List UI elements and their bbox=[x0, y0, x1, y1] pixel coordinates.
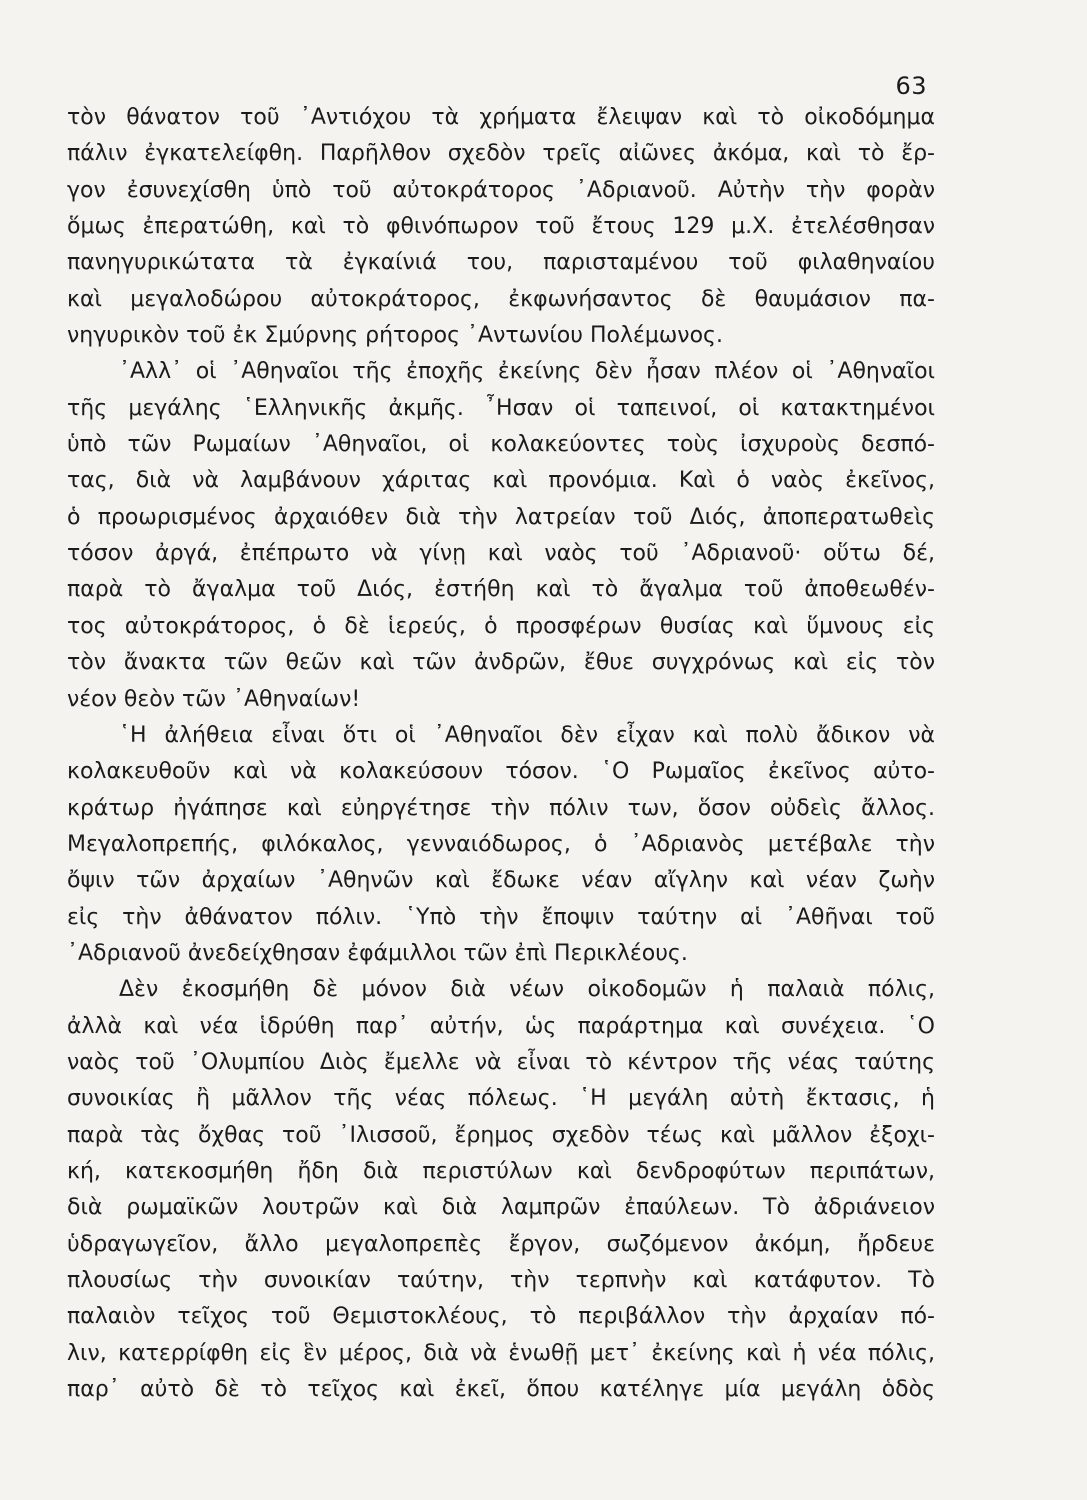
text-line: τῆς μεγάλης ῾Ελληνικῆς ἀκμῆς. ῏Ησαν οἱ ταπεινοί, οἱ κατακτημένοι bbox=[67, 395, 935, 421]
text-line: ὑπὸ τῶν Ρωμαίων ᾿Αθηναῖοι, οἱ κολακεύοντες τοὺς ἰσχυροὺς δεσπό- bbox=[67, 432, 935, 458]
text-line: συνοικίας ἢ μᾶλλον τῆς νέας πόλεως. ῾Η μεγάλη αὐτὴ ἔκτασις, ἡ bbox=[67, 1086, 935, 1112]
text-line: κολακευθοῦν καὶ νὰ κολακεύσουν τόσον. ῾Ο Ρωμαῖος ἐκεῖνος αὐτο- bbox=[67, 759, 935, 785]
text-line: νηγυρικὸν τοῦ ἐκ Σμύρνης ρήτορος ᾿Αντωνίου Πολέμωνος. bbox=[67, 323, 723, 349]
text-line: κράτωρ ἠγάπησε καὶ εὐηργέτησε τὴν πόλιν των, ὅσον οὐδεὶς ἄλλος. bbox=[67, 795, 935, 821]
text-line: πάλιν ἐγκατελείφθη. Παρῆλθον σχεδὸν τρεῖς αἰῶνες ἀκόμα, καὶ τὸ ἔρ- bbox=[67, 141, 935, 167]
text-line: πλουσίως τὴν συνοικίαν ταύτην, τὴν τερπνὴν καὶ κατάφυτον. Τὸ bbox=[67, 1268, 935, 1293]
text-line: παρὰ τὸ ἄγαλμα τοῦ Διός, ἐστήθη καὶ τὸ ἄγαλμα τοῦ ἀποθεωθέν- bbox=[67, 577, 935, 603]
body-text bbox=[67, 100, 935, 1408]
text-line: παρὰ τὰς ὄχθας τοῦ ᾿Ιλισσοῦ, ἔρημος σχεδὸν τέως καὶ μᾶλλον ἐξοχι- bbox=[67, 1122, 935, 1148]
text-line: διὰ ρωμαϊκῶν λουτρῶν καὶ διὰ λαμπρῶν ἐπαύλεων. Τὸ ἀδριάνειον bbox=[67, 1195, 935, 1221]
text-line: ἀλλὰ καὶ νέα ἱδρύθη παρ᾿ αὐτήν, ὡς παράρτημα καὶ συνέχεια. ῾Ο bbox=[67, 1013, 935, 1039]
text-line: τὸν ἄνακτα τῶν θεῶν καὶ τῶν ἀνδρῶν, ἔθυε συγχρόνως καὶ εἰς τὸν bbox=[67, 650, 935, 676]
text-line: γον ἐσυνεχίσθη ὑπὸ τοῦ αὐτοκράτορος ᾿Αδριανοῦ. Αὐτὴν τὴν φορὰν bbox=[67, 177, 935, 203]
text-line: ὁ προωρισμένος ἀρχαιόθεν διὰ τὴν λατρείαν τοῦ Διός, ἀποπερατωθεὶς bbox=[67, 504, 935, 530]
paragraph-start: Δὲν ἐκοσμήθη δὲ μόνον διὰ νέων οἰκοδομῶν ἡ παλαιὰ πόλις, bbox=[119, 977, 935, 1003]
text-line: καὶ μεγαλοδώρου αὐτοκράτορος, ἐκφωνήσαντος δὲ θαυμάσιον πα- bbox=[67, 286, 935, 312]
text-line: ᾿Αδριανοῦ ἀνεδείχθησαν ἐφάμιλλοι τῶν ἐπὶ Περικλέους. bbox=[67, 940, 688, 966]
text-line: εἰς τὴν ἀθάνατον πόλιν. ῾Υπὸ τὴν ἔποψιν ταύτην αἱ ᾿Αθῆναι τοῦ bbox=[67, 904, 935, 930]
text-line: ὅμως ἐπερατώθη, καὶ τὸ φθινόπωρον τοῦ ἔτους 129 μ.Χ. ἐτελέσθησαν bbox=[67, 214, 935, 240]
text-line: νέον θεὸν τῶν ᾿Αθηναίων! bbox=[67, 686, 361, 712]
text-line: ναὸς τοῦ ᾿Ολυμπίου Διὸς ἔμελλε νὰ εἶναι τὸ κέντρον τῆς νέας ταύτης bbox=[67, 1049, 935, 1075]
page-number: 63 bbox=[895, 72, 927, 100]
text-line: τόσον ἀργά, ἐπέπρωτο νὰ γίνῃ καὶ ναὸς τοῦ ᾿Αδριανοῦ· οὕτω δέ, bbox=[67, 541, 935, 567]
paragraph-start: ῾Η ἀλήθεια εἶναι ὅτι οἱ ᾿Αθηναῖοι δὲν εἶχαν καὶ πολὺ ἄδικον νὰ bbox=[119, 722, 935, 748]
text-line: τος αὐτοκράτορος, ὁ δὲ ἱερεύς, ὁ προσφέρων θυσίας καὶ ὕμνους εἰς bbox=[67, 613, 935, 639]
text-line: λιν, κατερρίφθη εἰς ἓν μέρος, διὰ νὰ ἑνωθῇ μετ᾿ ἐκείνης καὶ ἡ νέα πόλις, bbox=[67, 1340, 935, 1366]
text-line: κή, κατεκοσμήθη ἤδη διὰ περιστύλων καὶ δενδροφύτων περιπάτων, bbox=[67, 1158, 935, 1184]
text-line: τὸν θάνατον τοῦ ᾿Αντιόχου τὰ χρήματα ἔλειψαν καὶ τὸ οἰκοδόμημα bbox=[67, 105, 935, 130]
paragraph-start: ᾿Αλλ᾿ οἱ ᾿Αθηναῖοι τῆς ἐποχῆς ἐκείνης δὲν ἦσαν πλέον οἱ ᾿Αθηναῖοι bbox=[119, 359, 935, 385]
text-line: παρ᾿ αὐτὸ δὲ τὸ τεῖχος καὶ ἐκεῖ, ὅπου κατέληγε μία μεγάλη ὁδὸς bbox=[67, 1377, 935, 1403]
text-line: Μεγαλοπρεπής, φιλόκαλος, γενναιόδωρος, ὁ ᾿Αδριανὸς μετέβαλε τὴν bbox=[67, 831, 935, 857]
text-line: ὑδραγωγεῖον, ἄλλο μεγαλοπρεπὲς ἔργον, σωζόμενον ἀκόμη, ἤρδευε bbox=[67, 1231, 935, 1257]
text-line: παλαιὸν τεῖχος τοῦ Θεμιστοκλέους, τὸ περιβάλλον τὴν ἀρχαίαν πό- bbox=[67, 1304, 935, 1330]
text-line: τας, διὰ νὰ λαμβάνουν χάριτας καὶ προνόμια. Καὶ ὁ ναὸς ἐκεῖνος, bbox=[67, 468, 935, 494]
text-line: πανηγυρικώτατα τὰ ἐγκαίνιά του, παρισταμένου τοῦ φιλαθηναίου bbox=[67, 250, 935, 276]
text-line: ὄψιν τῶν ἀρχαίων ᾿Αθηνῶν καὶ ἔδωκε νέαν αἴγλην καὶ νέαν ζωὴν bbox=[67, 868, 935, 894]
